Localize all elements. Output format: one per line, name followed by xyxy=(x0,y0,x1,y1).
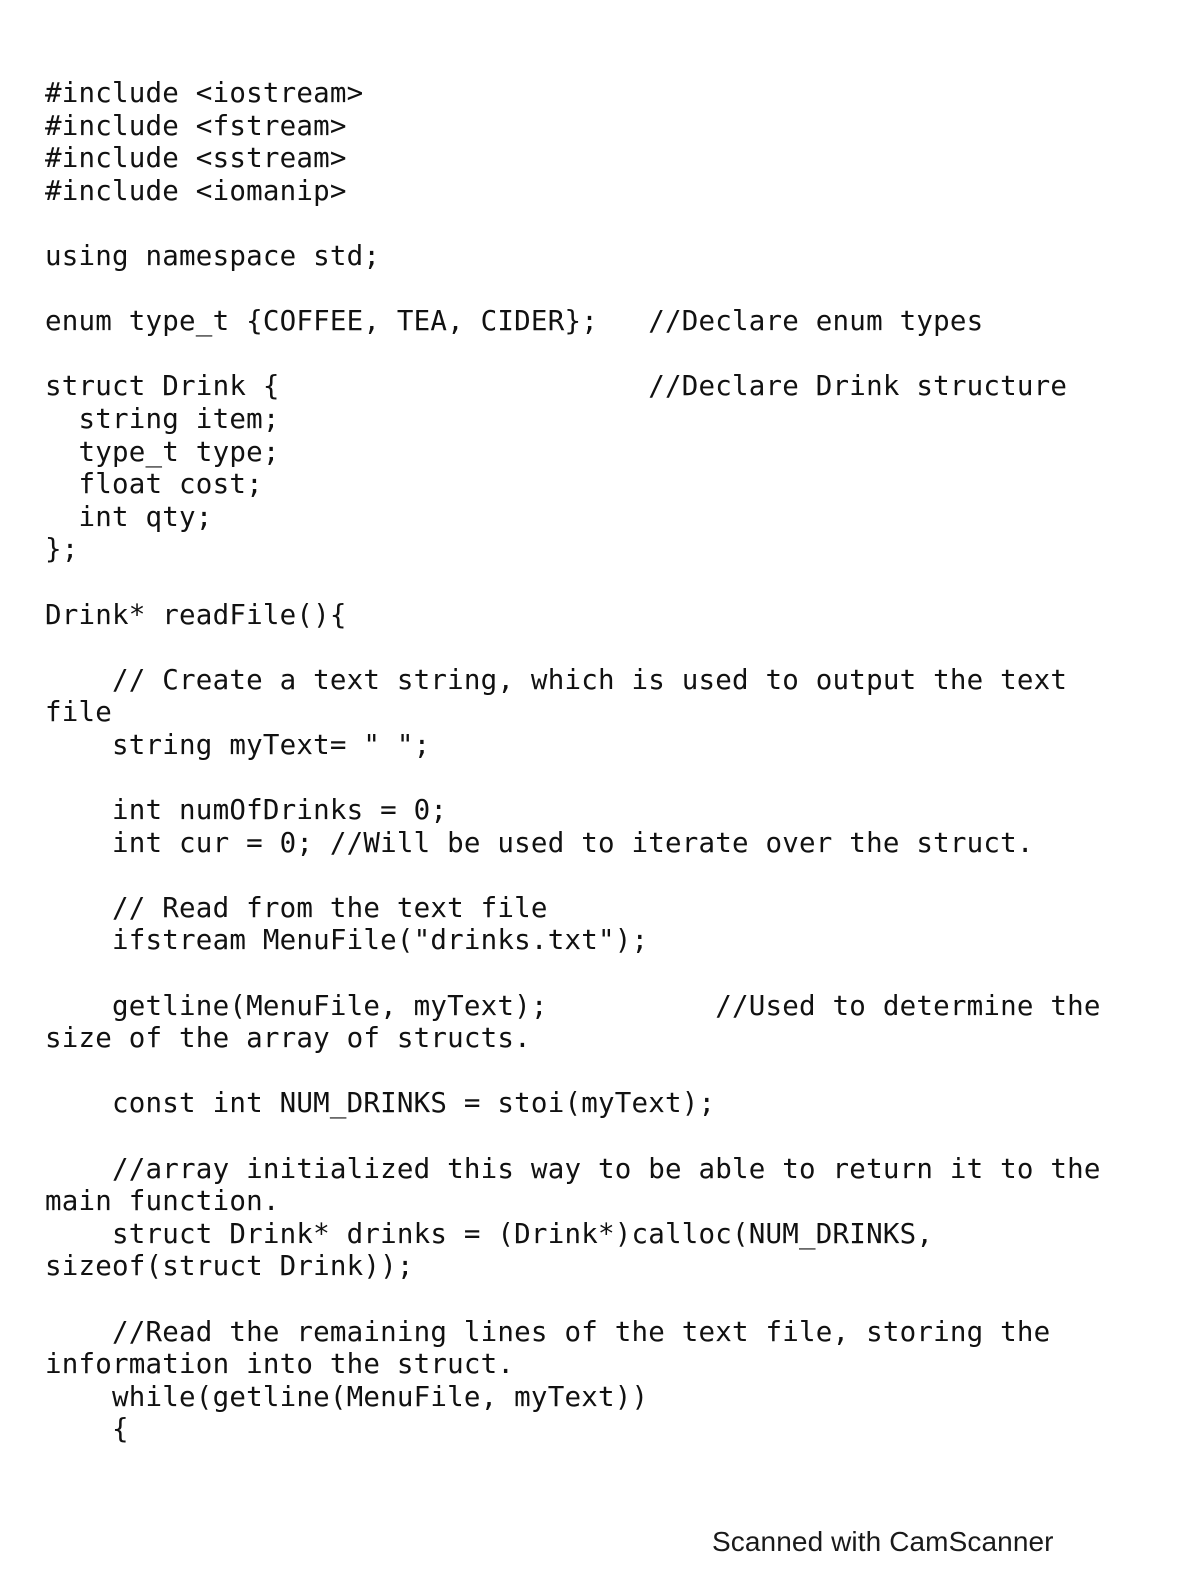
code-line: type_t type; xyxy=(45,435,280,468)
code-line xyxy=(45,761,1165,794)
code-line: //array initialized this way to be able to return it to the xyxy=(45,1152,1101,1185)
code-line xyxy=(45,207,1165,240)
code-line: int numOfDrinks = 0; xyxy=(45,794,448,827)
code-line: int cur = 0; //Will be used to iterate over the struct. xyxy=(45,826,1034,859)
code-line xyxy=(45,1283,1165,1316)
code-line xyxy=(45,273,1165,306)
camscanner-watermark: Scanned with CamScanner xyxy=(712,1526,1054,1557)
code-line xyxy=(45,859,1165,892)
code-line xyxy=(45,631,1165,664)
code-line: // Create a text string, which is used to output the text xyxy=(45,663,1068,696)
code-line: { xyxy=(45,1413,129,1446)
code-line xyxy=(45,1055,1165,1088)
code-line: }; xyxy=(45,533,79,566)
code-line: //Read the remaining lines of the text file, storing the xyxy=(45,1315,1051,1348)
code-line: getline(MenuFile, myText); //Used to determine the xyxy=(45,989,1101,1022)
code-line: size of the array of structs. xyxy=(45,1022,531,1055)
code-line: ifstream MenuFile("drinks.txt"); xyxy=(45,924,649,957)
code-line: #include <sstream> xyxy=(45,142,347,175)
code-line: file xyxy=(45,696,113,729)
code-line: #include <iostream> xyxy=(45,77,364,109)
code-line xyxy=(45,566,1165,599)
code-line xyxy=(45,957,1165,990)
code-line: string item; xyxy=(45,402,280,435)
code-listing xyxy=(45,77,1165,1446)
code-line: enum type_t {COFFEE, TEA, CIDER}; //Declare enum types xyxy=(45,305,984,338)
code-line: const int NUM_DRINKS = stoi(myText); xyxy=(45,1087,716,1120)
code-line: float cost; xyxy=(45,468,263,501)
code-line: sizeof(struct Drink)); xyxy=(45,1250,414,1283)
code-line: while(getline(MenuFile, myText)) xyxy=(45,1380,649,1413)
code-line: struct Drink { //Declare Drink structure xyxy=(45,370,1068,403)
code-line xyxy=(45,338,1165,371)
code-line: using namespace std; xyxy=(45,239,381,272)
code-line: string myText= " "; xyxy=(45,728,431,761)
code-line: main function. xyxy=(45,1185,280,1218)
code-line: #include <iomanip> xyxy=(45,174,347,207)
code-line: information into the struct. xyxy=(45,1348,515,1381)
code-line: Drink* readFile(){ xyxy=(45,598,347,631)
code-line: struct Drink* drinks = (Drink*)calloc(NUM_DRINKS, xyxy=(45,1217,934,1250)
code-line: int qty; xyxy=(45,500,213,533)
code-line: #include <fstream> xyxy=(45,109,347,142)
code-line: // Read from the text file xyxy=(45,891,548,924)
code-line xyxy=(45,1120,1165,1153)
